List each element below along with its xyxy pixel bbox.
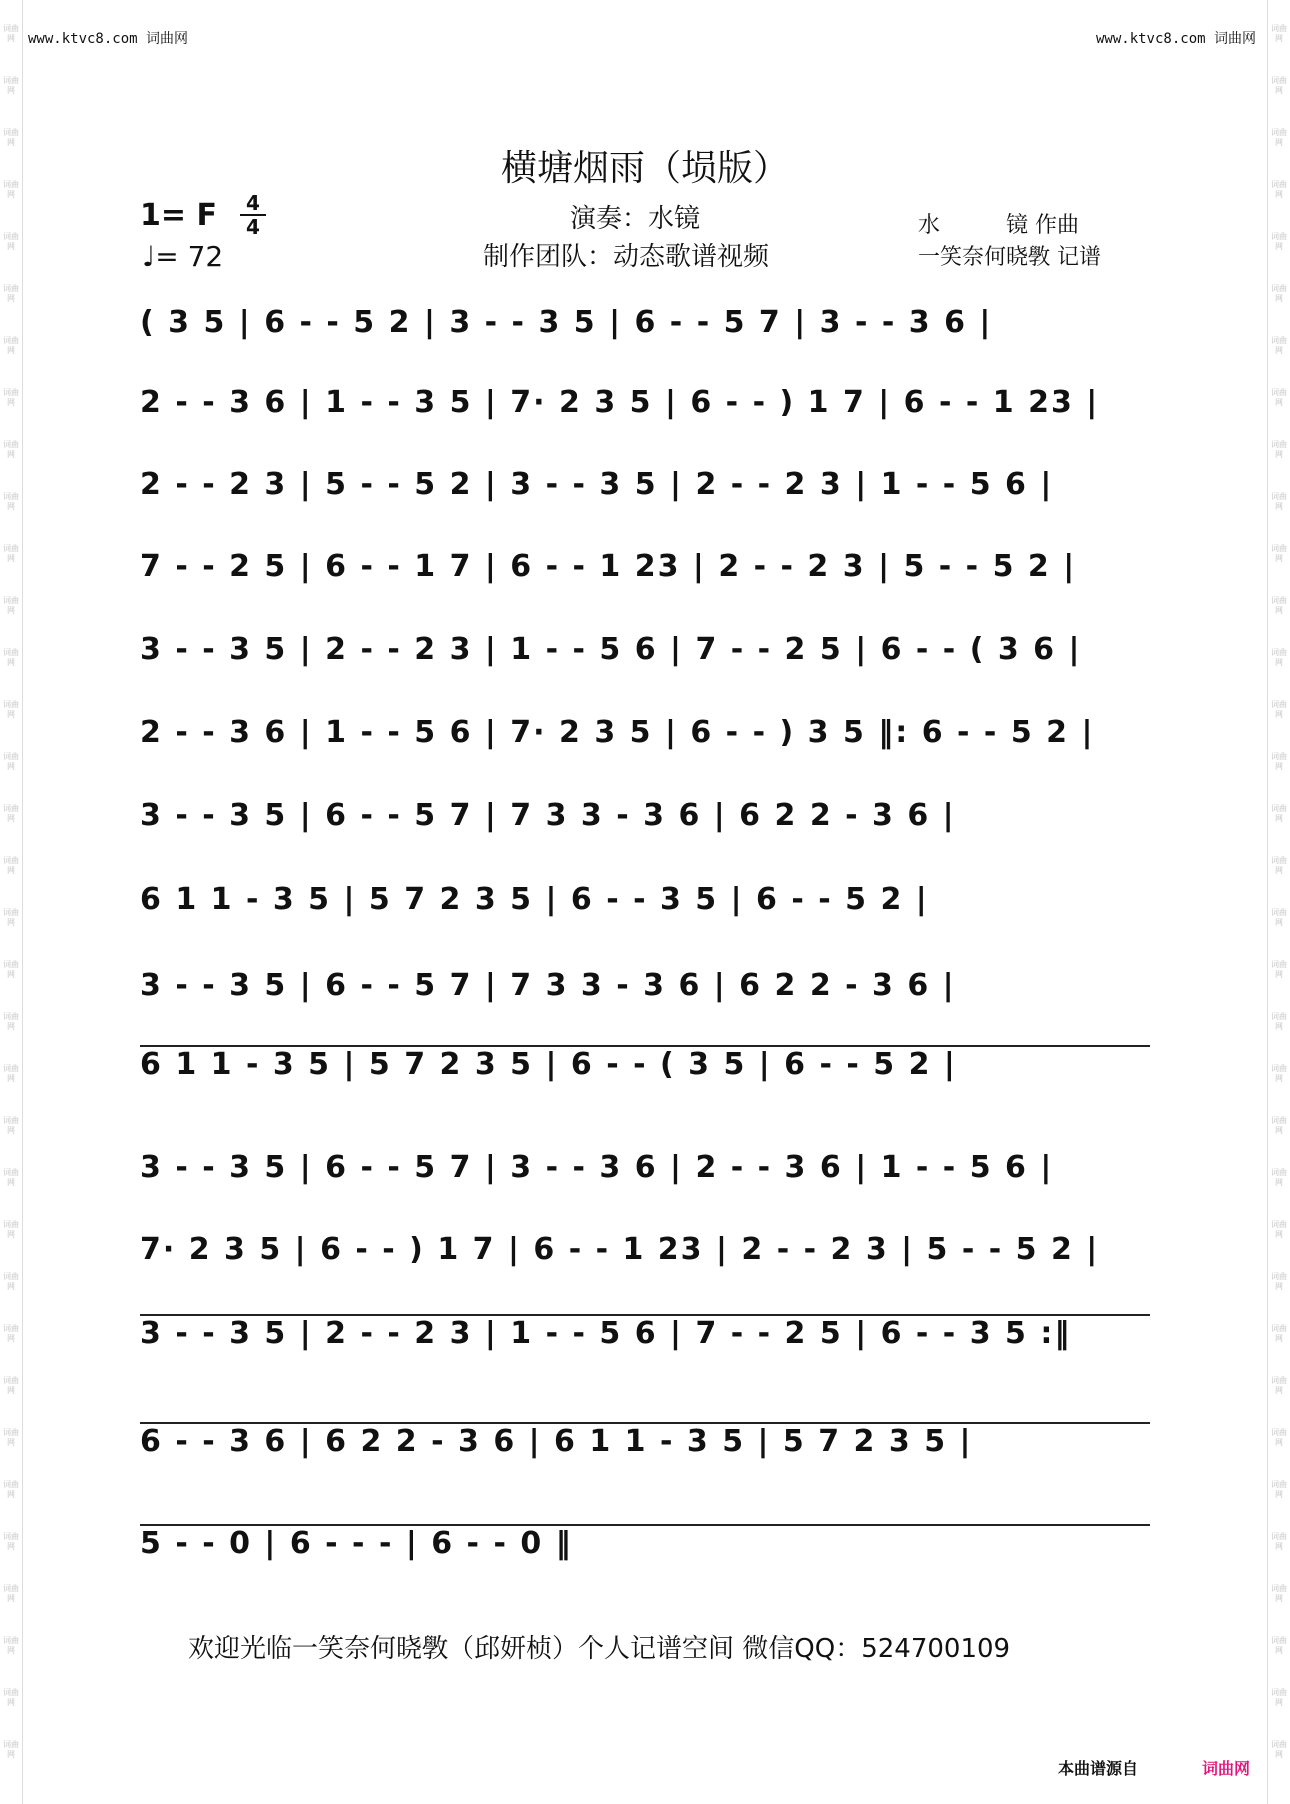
side-watermark-mark: 词曲网 — [3, 1428, 19, 1447]
side-watermark-mark: 词曲网 — [1271, 1532, 1287, 1551]
site-watermark-left: www.ktvc8.com 词曲网 — [28, 31, 189, 47]
score-line: 3 - - 3 5 | 6 - - 5 7 | 3 - - 3 6 | 2 - - 3 6 | 1 - - 5 6 | — [140, 1150, 1054, 1185]
side-watermark-mark: 词曲网 — [1271, 856, 1287, 875]
score-line: 3 - - 3 5 | 6 - - 5 7 | 7 3 3 - 3 6 | 6 2 2 - 3 6 | — [140, 798, 956, 833]
side-watermark-mark: 词曲网 — [1271, 492, 1287, 511]
side-watermark-mark: 词曲网 — [3, 1688, 19, 1707]
side-watermark-mark: 词曲网 — [3, 752, 19, 771]
side-watermark-mark: 词曲网 — [1271, 1480, 1287, 1499]
side-watermark-mark: 词曲网 — [1271, 232, 1287, 251]
composer-credit: 水 镜 作曲 — [918, 213, 1079, 238]
score-line: 2 - - 3 6 | 1 - - 3 5 | 7· 2 3 5 | 6 - - ) 1 7 | 6 - - 1 23 | — [140, 385, 1100, 420]
side-watermark-mark: 词曲网 — [1271, 24, 1287, 43]
side-watermark-mark: 词曲网 — [1271, 76, 1287, 95]
transcriber-credit: 一笑奈何晓斆 记谱 — [918, 245, 1101, 270]
side-watermark-mark: 词曲网 — [3, 24, 19, 43]
side-watermark-mark: 词曲网 — [1271, 1584, 1287, 1603]
side-watermark-mark: 词曲网 — [3, 544, 19, 563]
side-watermark-mark: 词曲网 — [3, 960, 19, 979]
side-watermark-mark: 词曲网 — [3, 596, 19, 615]
right-watermark-strip — [1267, 0, 1290, 1804]
side-watermark-mark: 词曲网 — [3, 128, 19, 147]
performer-credit: 演奏：水镜 — [570, 204, 701, 234]
time-signature — [240, 192, 266, 238]
left-watermark-strip — [0, 0, 23, 1804]
side-watermark-mark: 词曲网 — [3, 1116, 19, 1135]
side-watermark-mark: 词曲网 — [3, 804, 19, 823]
side-watermark-mark: 词曲网 — [1271, 1636, 1287, 1655]
score-line: 6 1 1 - 3 5 | 5 7 2 3 5 | 6 - - ( 3 5 | 6 - - 5 2 | — [140, 1045, 1150, 1101]
side-watermark-mark: 词曲网 — [1271, 1168, 1287, 1187]
source-logo: 词曲网 — [1202, 1759, 1251, 1778]
side-watermark-mark: 词曲网 — [3, 76, 19, 95]
side-watermark-mark: 词曲网 — [1271, 752, 1287, 771]
side-watermark-mark: 词曲网 — [1271, 700, 1287, 719]
side-watermark-mark: 词曲网 — [1271, 1116, 1287, 1135]
side-watermark-mark: 词曲网 — [3, 1168, 19, 1187]
site-watermark-right: www.ktvc8.com 词曲网 — [1095, 31, 1256, 47]
side-watermark-mark: 词曲网 — [1271, 1688, 1287, 1707]
side-watermark-mark: 词曲网 — [3, 1012, 19, 1031]
side-watermark-mark: 词曲网 — [3, 492, 19, 511]
side-watermark-mark: 词曲网 — [1271, 1324, 1287, 1343]
side-watermark-mark: 词曲网 — [3, 1272, 19, 1291]
side-watermark-mark: 词曲网 — [3, 1220, 19, 1239]
team-credit: 制作团队：动态歌谱视频 — [483, 242, 770, 272]
score-line: 6 1 1 - 3 5 | 5 7 2 3 5 | 6 - - 3 5 | 6 - - 5 2 | — [140, 882, 929, 917]
side-watermark-mark: 词曲网 — [1271, 648, 1287, 667]
side-watermark-mark: 词曲网 — [3, 700, 19, 719]
side-watermark-mark: 词曲网 — [3, 1532, 19, 1551]
side-watermark-mark: 词曲网 — [1271, 128, 1287, 147]
side-watermark-mark: 词曲网 — [3, 648, 19, 667]
side-watermark-mark: 词曲网 — [1271, 1012, 1287, 1031]
side-watermark-mark: 词曲网 — [1271, 180, 1287, 199]
time-signature-top: 4 — [246, 191, 260, 215]
side-watermark-mark: 词曲网 — [3, 440, 19, 459]
side-watermark-mark: 词曲网 — [1271, 960, 1287, 979]
side-watermark-mark: 词曲网 — [3, 284, 19, 303]
side-watermark-mark: 词曲网 — [1271, 284, 1287, 303]
score-line: 3 - - 3 5 | 6 - - 5 7 | 7 3 3 - 3 6 | 6 2 2 - 3 6 | — [140, 968, 956, 1003]
side-watermark-mark: 词曲网 — [3, 856, 19, 875]
side-watermark-mark: 词曲网 — [3, 1636, 19, 1655]
side-watermark-mark: 词曲网 — [1271, 1376, 1287, 1395]
side-watermark-mark: 词曲网 — [1271, 1272, 1287, 1291]
score-line: 7· 2 3 5 | 6 - - ) 1 7 | 6 - - 1 23 | 2 - - 2 3 | 5 - - 5 2 | — [140, 1232, 1100, 1267]
side-watermark-mark: 词曲网 — [1271, 1220, 1287, 1239]
side-watermark-mark: 词曲网 — [1271, 596, 1287, 615]
footer-welcome: 欢迎光临一笑奈何晓斆（邱妍桢）个人记谱空间 微信QQ：524700109 — [188, 1634, 1011, 1664]
score-line: 3 - - 3 5 | 2 - - 2 3 | 1 - - 5 6 | 7 - - 2 5 | 6 - - ( 3 6 | — [140, 632, 1082, 667]
song-title: 横塘烟雨（埙版） — [500, 148, 789, 189]
key-signature: 1= F — [140, 198, 217, 233]
side-watermark-mark: 词曲网 — [1271, 1064, 1287, 1083]
side-watermark-mark: 词曲网 — [3, 180, 19, 199]
score-line: 7 - - 2 5 | 6 - - 1 7 | 6 - - 1 23 | 2 - - 2 3 | 5 - - 5 2 | — [140, 549, 1077, 584]
tempo-marking: ♩= 72 — [142, 240, 224, 273]
side-watermark-mark: 词曲网 — [1271, 1740, 1287, 1759]
side-watermark-mark: 词曲网 — [3, 336, 19, 355]
side-watermark-mark: 词曲网 — [3, 1324, 19, 1343]
side-watermark-mark: 词曲网 — [3, 1064, 19, 1083]
side-watermark-mark: 词曲网 — [3, 1584, 19, 1603]
side-watermark-mark: 词曲网 — [3, 388, 19, 407]
side-watermark-mark: 词曲网 — [1271, 388, 1287, 407]
side-watermark-mark: 词曲网 — [1271, 908, 1287, 927]
side-watermark-mark: 词曲网 — [1271, 804, 1287, 823]
side-watermark-mark: 词曲网 — [1271, 440, 1287, 459]
score-line: 6 - - 3 6 | 6 2 2 - 3 6 | 6 1 1 - 3 5 | 5 7 2 3 5 | — [140, 1422, 1150, 1478]
time-signature-bottom: 4 — [240, 214, 266, 238]
side-watermark-mark: 词曲网 — [3, 908, 19, 927]
score-line: ( 3 5 | 6 - - 5 2 | 3 - - 3 5 | 6 - - 5 7 | 3 - - 3 6 | — [140, 305, 993, 340]
source-label: 本曲谱源自 — [1058, 1759, 1139, 1778]
side-watermark-mark: 词曲网 — [3, 1376, 19, 1395]
side-watermark-mark: 词曲网 — [1271, 1428, 1287, 1447]
score-line: 2 - - 3 6 | 1 - - 5 6 | 7· 2 3 5 | 6 - - ) 3 5 ‖: 6 - - 5 2 | — [140, 715, 1095, 750]
score-line: 3 - - 3 5 | 2 - - 2 3 | 1 - - 5 6 | 7 - - 2 5 | 6 - - 3 5 :‖ — [140, 1314, 1150, 1370]
side-watermark-mark: 词曲网 — [1271, 336, 1287, 355]
score-line: 2 - - 2 3 | 5 - - 5 2 | 3 - - 3 5 | 2 - - 2 3 | 1 - - 5 6 | — [140, 467, 1054, 502]
side-watermark-mark: 词曲网 — [3, 232, 19, 251]
side-watermark-mark: 词曲网 — [3, 1740, 19, 1759]
side-watermark-mark: 词曲网 — [3, 1480, 19, 1499]
side-watermark-mark: 词曲网 — [1271, 544, 1287, 563]
score-line: 5 - - 0 | 6 - - - | 6 - - 0 ‖ — [140, 1524, 1150, 1580]
